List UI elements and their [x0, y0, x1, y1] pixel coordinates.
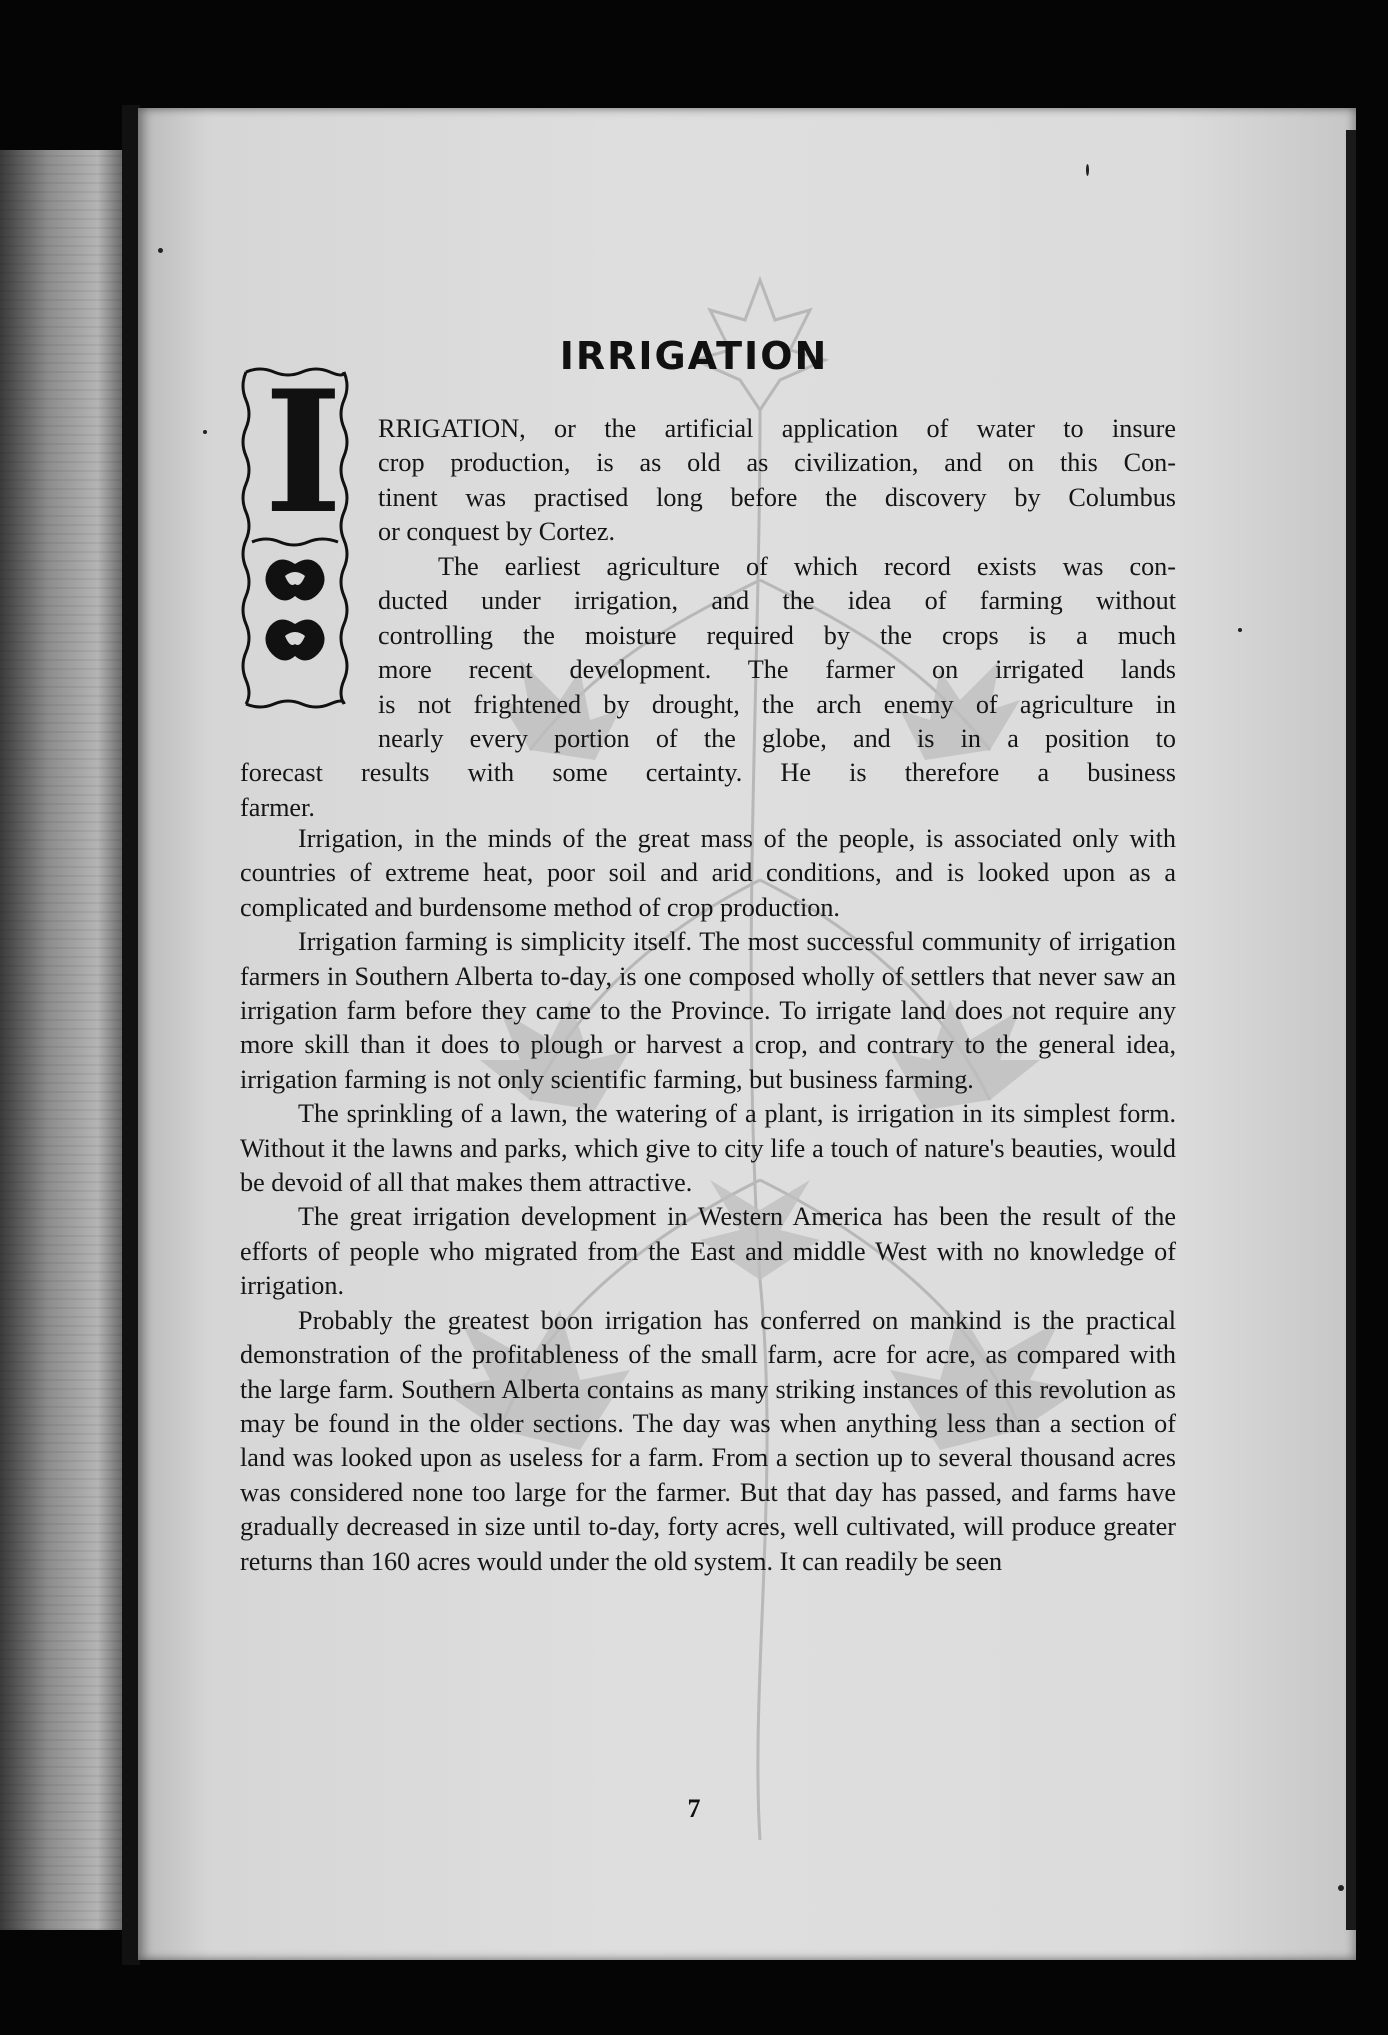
- drop-cap-letter: I: [264, 353, 343, 551]
- paragraph: The sprinkling of a lawn, the watering of a plant, is irrigation in its simplest form. Without it the lawns and parks, which give to city life a touch of nature's beauties, would be devoid of all that makes them attractive.: [240, 1099, 1176, 1198]
- paragraph: Irrigation farming is simplicity itself. The most successful community of irrigation farmers in Southern Alberta to-day, is one composed wholly of settlers that never saw an irrigation farm before they came to the Province. To irrigate land does not require any more skill than it does to plough or harvest a crop, and contrary to the general idea, irrigation farming is not only scientific farming, but business farming.: [240, 927, 1176, 1094]
- text-line: or conquest by Cortez.: [378, 517, 616, 547]
- facing-page-edge: [0, 150, 122, 1930]
- text-line: controlling the moisture required by the crops is a much: [378, 620, 1176, 650]
- text-line: nearly every portion of the globe, and is in a position to: [378, 724, 1176, 754]
- page-edge-shadow: [1346, 130, 1356, 1930]
- opening-paragraph: [378, 412, 1176, 550]
- text-line: is not frightened by drought, the arch enemy of agriculture in: [378, 689, 1176, 719]
- scan-speck: [1086, 164, 1089, 176]
- body-text: [240, 822, 1176, 1579]
- text-line: crop production, is as old as civilization, and on this Con-: [378, 448, 1176, 478]
- paragraph: The great irrigation development in Western America has been the result of the efforts of people who migrated from the East and middle West with no knowledge of irrigation.: [240, 1202, 1176, 1301]
- paragraph: Probably the greatest boon irrigation has conferred on mankind is the practical demonstration of the profitableness of the small farm, acre for acre, as compared with the large farm. Southern Alberta contains as many striking instances of this revolution as may be found in the older sections. The day was when anything less than a section of land was looked upon as useless for a farm. From a section up to several thousand acres was considered none too large for the farmer. But that day has passed, and farms have gradually decreased in size until to-day, forty acres, well cultivated, will produce greater returns than 160 acres would under the old system. It can readily be seen: [240, 1305, 1176, 1576]
- text-line: tinent was practised long before the discovery by Columbus: [378, 482, 1176, 512]
- page-title: IRRIGATION: [559, 334, 829, 378]
- paragraph: Irrigation, in the minds of the great mass of the people, is associated only with countries of extreme heat, poor soil and arid conditions, and is looked upon as a complicated and burdensome method of crop production.: [240, 824, 1176, 922]
- text-line: RRIGATION, or the artificial application of water to insure: [378, 414, 1176, 443]
- scan-speck: [203, 430, 207, 434]
- text-line: forecast results with some certainty. He is therefore a business: [240, 758, 1176, 788]
- scan-speck: [1338, 1885, 1344, 1891]
- text-line: The earliest agriculture of which record exists was con-: [438, 552, 1176, 581]
- second-paragraph: [240, 550, 1176, 825]
- text-line: more recent development. The farmer on irrigated lands: [378, 655, 1176, 685]
- scan-speck: [1238, 628, 1242, 632]
- text-line: ducted under irrigation, and the idea of farming without: [378, 586, 1176, 616]
- scan-speck: [158, 248, 163, 253]
- text-line: farmer.: [240, 792, 315, 822]
- page-number: 7: [687, 1794, 701, 1823]
